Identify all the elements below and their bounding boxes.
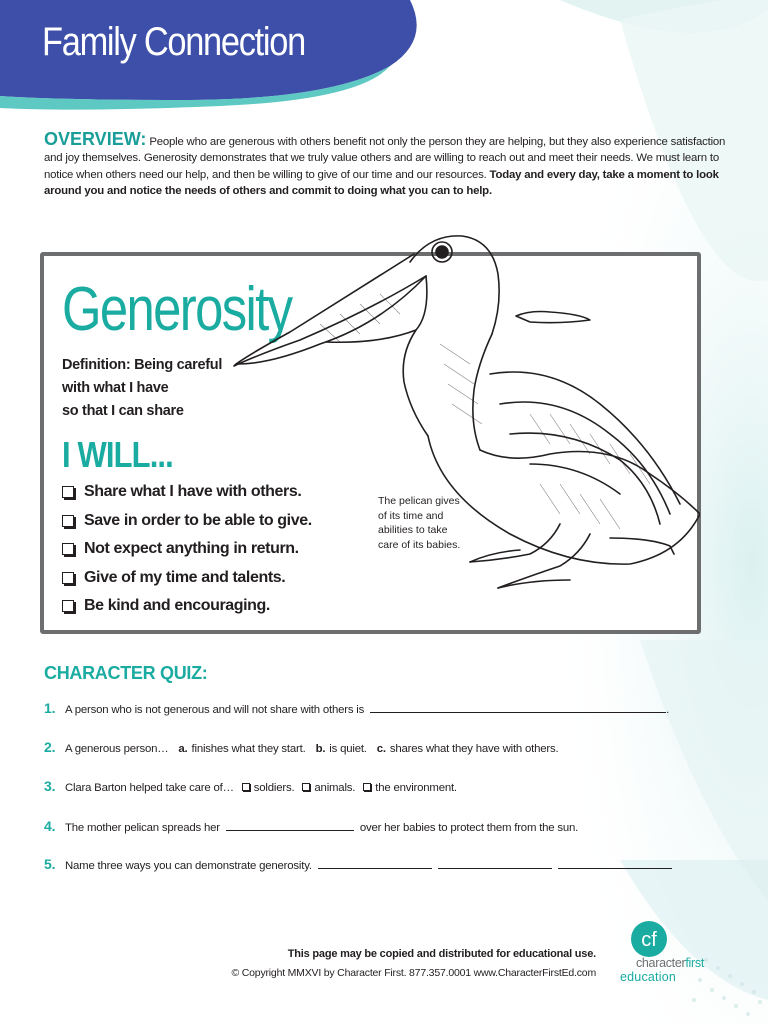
answer-blank[interactable] (318, 858, 432, 869)
logo-wordmark (604, 956, 704, 970)
commitment-text: Give of my time and talents. (84, 568, 286, 586)
generosity-card (40, 252, 701, 634)
checkbox-icon (62, 543, 74, 555)
page-header-title: Family Connection (42, 20, 305, 64)
logo-word-character: character (635, 956, 686, 970)
question-number: 3. (44, 778, 56, 794)
character-first-logo (604, 920, 714, 990)
question-text: A person who is not generous and will not share with others is (65, 704, 365, 716)
option-text: the environment. (375, 782, 457, 794)
overview-text: People who are generous with others benefit not only the person they are helping, but they also experience satisfaction and joy themselves. Generosity demonstrates that we truly value others and are willing to reach out and meet their needs. We must learn to notice when others need our help, and then be willing to give of our time and our resources. (44, 136, 726, 181)
pelican-illustration (230, 214, 700, 634)
question-number: 1. (44, 700, 56, 716)
quiz-title: CHARACTER QUIZ: (44, 663, 208, 683)
question-number: 5. (44, 856, 56, 872)
logo-word-first: first (685, 956, 704, 970)
answer-blank[interactable] (558, 858, 672, 869)
i-will-heading: I WILL... (62, 434, 173, 475)
caption-line: abilities to take (378, 524, 448, 536)
commitment-text: Share what I have with others. (84, 483, 302, 501)
option-c-label: c. (376, 743, 386, 755)
overview-label: OVERVIEW: (44, 129, 147, 149)
definition-line: with what I have (62, 380, 169, 396)
question-text: The mother pelican spreads her (65, 822, 220, 834)
checkbox-icon (62, 600, 74, 612)
question-end: . (666, 704, 670, 716)
question-text: A generous person… (65, 743, 169, 755)
overview-section (44, 131, 734, 200)
quiz-question-3 (44, 778, 724, 794)
question-text-after: over her babies to protect them from the sun. (359, 822, 579, 834)
cf-logo-icon (630, 920, 668, 958)
copyright-line: © Copyright MMXVI by Character First. 877.357.0001 www.CharacterFirstEd.com (231, 967, 596, 979)
question-number: 4. (44, 818, 56, 834)
overview-emphasis: Today and every day, take a moment to look around you and notice the needs of others and commit to doing what you can to help. (44, 168, 719, 198)
answer-blank[interactable] (370, 702, 666, 713)
checkbox-icon[interactable] (302, 783, 310, 791)
logo-mark-text: cf (641, 929, 657, 951)
commitment-text: Not expect anything in return. (84, 540, 299, 558)
logo-word-education: education (619, 970, 676, 984)
option-text: animals. (314, 782, 356, 794)
option-c-text[interactable]: shares what they have with others. (389, 743, 559, 755)
answer-blank[interactable] (438, 858, 552, 869)
pelican-caption (378, 494, 488, 552)
quiz-question-5 (44, 856, 724, 872)
question-text: Name three ways you can demonstrate generosity. (65, 860, 312, 872)
caption-line: care of its babies. (378, 538, 461, 551)
checkbox-icon (62, 486, 74, 498)
checkbox-icon (62, 572, 74, 584)
option-a-label: a. (178, 743, 188, 755)
caption-line: of its time and (378, 509, 444, 522)
quiz-question-1 (44, 700, 724, 716)
question-number: 2. (44, 739, 56, 755)
commitment-text: Be kind and encouraging. (84, 597, 270, 615)
answer-blank[interactable] (226, 820, 354, 831)
quiz-question-4 (44, 818, 724, 834)
checkbox-icon[interactable] (242, 783, 250, 791)
definition-line: Definition: Being careful (62, 357, 223, 373)
option-text: soldiers. (253, 782, 295, 794)
quiz-question-2 (44, 739, 724, 755)
checkbox-icon[interactable] (363, 783, 371, 791)
copy-permission-note: This page may be copied and distributed for educational use. (287, 948, 596, 960)
card-title: Generosity (62, 275, 292, 344)
option-b-label: b. (315, 743, 326, 755)
checkbox-icon (62, 515, 74, 527)
commitment-text: Save in order to be able to give. (84, 511, 312, 529)
caption-line: The pelican gives (378, 495, 460, 507)
definition-line: so that I can share (62, 403, 184, 419)
option-b-text[interactable]: is quiet. (329, 743, 367, 755)
option-a-text[interactable]: finishes what they start. (191, 743, 306, 755)
question-text: Clara Barton helped take care of… (65, 782, 234, 794)
